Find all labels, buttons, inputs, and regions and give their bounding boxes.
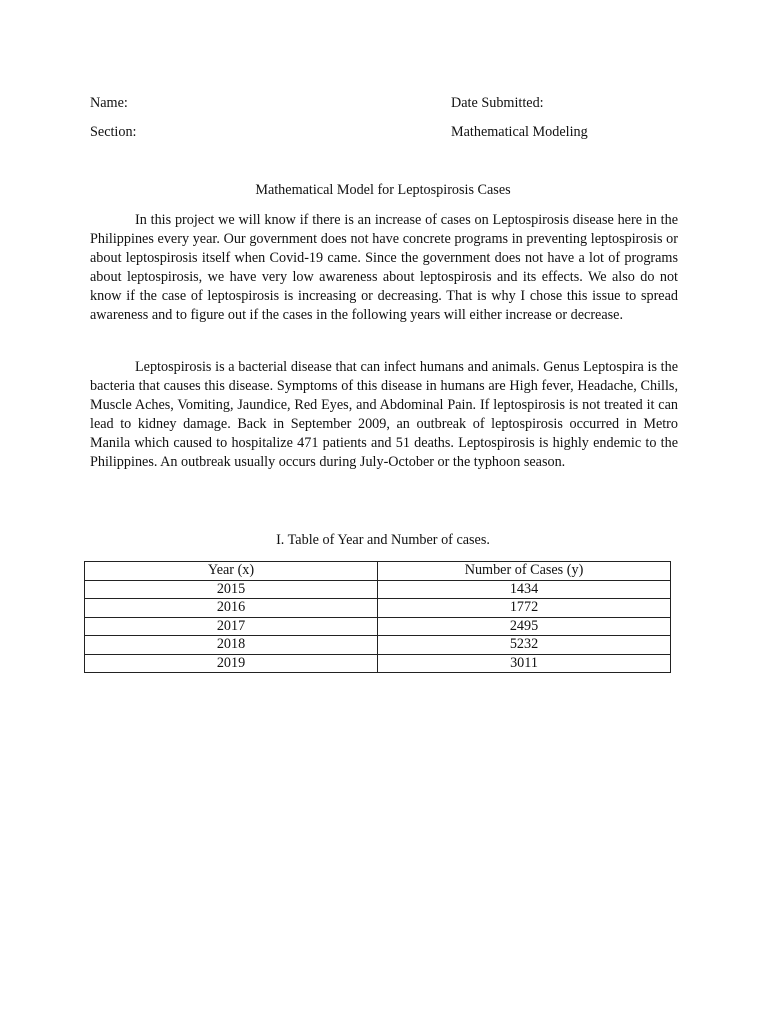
date-submitted-label: Date Submitted: bbox=[451, 95, 544, 111]
table-row bbox=[85, 617, 671, 636]
table-row bbox=[85, 654, 671, 673]
year-cell: 2016 bbox=[85, 599, 378, 618]
section-label: Section: bbox=[90, 124, 137, 140]
table-row bbox=[85, 599, 671, 618]
cases-cell: 3011 bbox=[378, 654, 671, 673]
subject-label: Mathematical Modeling bbox=[451, 124, 588, 140]
name-label: Name: bbox=[90, 95, 128, 111]
year-cell: 2018 bbox=[85, 636, 378, 655]
cases-cell: 1434 bbox=[378, 580, 671, 599]
intro-paragraph: In this project we will know if there is an increase of cases on Leptospirosis disease here in the Philippines every year. Our government does not have concrete programs in preventing leptospirosis or about leptospirosis itself when Covid-19 came. Since the government does not have a lot of programs about leptospirosis, we have very low awareness about leptospirosis and its effects. We also do not know if the case of leptospirosis is increasing or decreasing. That is why I chose this issue to spread awareness and to figure out if the cases in the following years will either increase or decrease. bbox=[90, 212, 678, 324]
background-paragraph: Leptospirosis is a bacterial disease that can infect humans and animals. Genus Leptospira is the bacteria that causes this disease. Symptoms of this disease in humans are High fever, Headache, Chills, Muscle Aches, Vomiting, Jaundice, Red Eyes, and Abdominal Pain. If leptospirosis is not treated it can lead to kidney damage. Back in September 2009, an outbreak of leptospirosis occurred in Metro Manila which caused to hospitalize 471 patients and 51 deaths. Leptospirosis is highly endemic to the Philippines. An outbreak usually occurs during July-October or the typhoon season. bbox=[90, 359, 678, 471]
table-row bbox=[85, 636, 671, 655]
table-caption: I. Table of Year and Number of cases. bbox=[276, 532, 490, 548]
cases-column-header: Number of Cases (y) bbox=[378, 562, 671, 581]
cases-cell: 1772 bbox=[378, 599, 671, 618]
table-header-row bbox=[85, 562, 671, 581]
table-row bbox=[85, 580, 671, 599]
year-column-header: Year (x) bbox=[85, 562, 378, 581]
cases-cell: 2495 bbox=[378, 617, 671, 636]
cases-table bbox=[84, 561, 671, 673]
year-cell: 2019 bbox=[85, 654, 378, 673]
year-cell: 2015 bbox=[85, 580, 378, 599]
year-cell: 2017 bbox=[85, 617, 378, 636]
document-title: Mathematical Model for Leptospirosis Cases bbox=[255, 182, 511, 198]
cases-cell: 5232 bbox=[378, 636, 671, 655]
